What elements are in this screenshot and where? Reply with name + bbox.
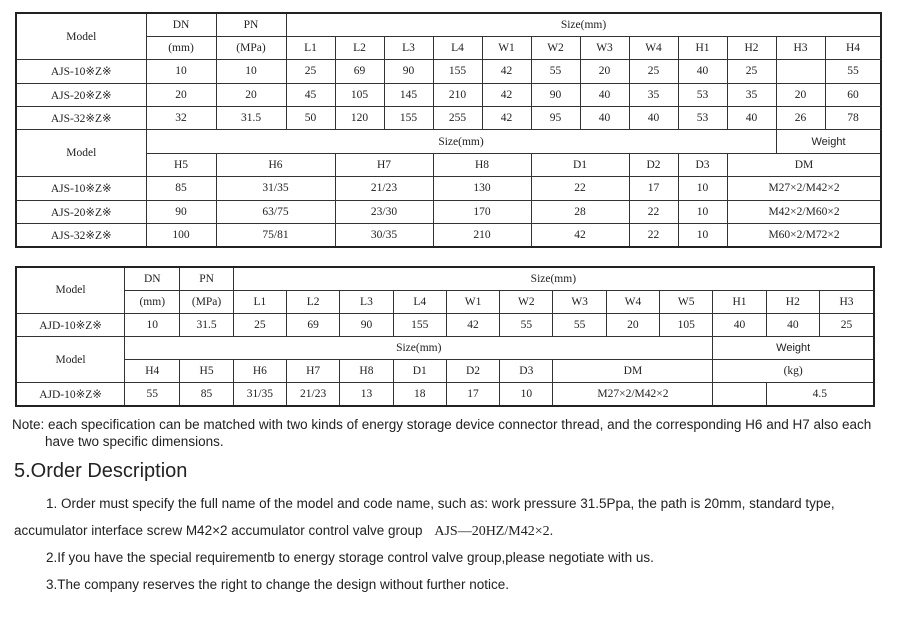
cell: 255 (433, 107, 482, 130)
col-d1: D1 (531, 153, 629, 176)
cell: 55 (531, 60, 580, 83)
col-d1: D1 (393, 360, 446, 383)
cell: 40 (678, 60, 727, 83)
cell: 42 (446, 313, 499, 336)
col-h6: H6 (216, 153, 335, 176)
cell: 60 (825, 83, 881, 106)
cell: 20 (580, 60, 629, 83)
col-h1: H1 (678, 36, 727, 59)
header-dn-unit: (mm) (125, 290, 180, 313)
cell: 100 (146, 224, 216, 247)
cell: 10 (678, 177, 727, 200)
header-pn-unit: (MPa) (216, 36, 286, 59)
cell: 105 (335, 83, 384, 106)
cell: 20 (216, 83, 286, 106)
header-model: Model (16, 337, 125, 383)
cell: 85 (146, 177, 216, 200)
table-row (16, 383, 874, 406)
col-w1: W1 (482, 36, 531, 59)
col-h5: H5 (180, 360, 233, 383)
section-title: 5.Order Description (14, 460, 188, 482)
footnote-line-2: have two specific dimensions. (45, 434, 224, 449)
cell-model: AJS-10※Z※ (16, 177, 146, 200)
cell: 69 (287, 313, 340, 336)
cell: 40 (629, 107, 678, 130)
cell: 78 (825, 107, 881, 130)
cell: 90 (340, 313, 393, 336)
cell: 42 (482, 83, 531, 106)
col-h3: H3 (819, 290, 874, 313)
cell: 22 (629, 200, 678, 223)
cell: 35 (727, 83, 776, 106)
col-h1: H1 (713, 290, 766, 313)
header-dn: DN (125, 267, 180, 290)
col-w4: W4 (606, 290, 659, 313)
cell: 40 (727, 107, 776, 130)
header-size: Size(mm) (233, 267, 874, 290)
cell: 63/75 (216, 200, 335, 223)
col-w5: W5 (660, 290, 713, 313)
cell: 22 (531, 177, 629, 200)
cell: 32 (146, 107, 216, 130)
cell-model: AJS-20※Z※ (16, 200, 146, 223)
col-w1: W1 (446, 290, 499, 313)
cell: 20 (776, 83, 825, 106)
header-pn-unit: (MPa) (180, 290, 233, 313)
col-dm: DM (727, 153, 881, 176)
cell: 90 (146, 200, 216, 223)
col-l2: L2 (287, 290, 340, 313)
cell (713, 383, 766, 406)
spec-table-ajs (15, 12, 882, 248)
col-dm: DM (553, 360, 713, 383)
cell: 53 (678, 107, 727, 130)
cell: 31.5 (180, 313, 233, 336)
cell: 10 (146, 60, 216, 83)
cell: 95 (531, 107, 580, 130)
header-model: Model (16, 267, 125, 313)
cell: 69 (335, 60, 384, 83)
table-row (16, 224, 881, 247)
header-model: Model (16, 13, 146, 60)
col-h5: H5 (146, 153, 216, 176)
cell-model: AJS-32※Z※ (16, 224, 146, 247)
col-h2: H2 (727, 36, 776, 59)
cell-model: AJS-32※Z※ (16, 107, 146, 130)
cell: 22 (629, 224, 678, 247)
spec-table-ajd (15, 266, 875, 407)
order-item-3: 3.The company reserves the right to change the design without further notice. (46, 577, 510, 592)
cell: 25 (233, 313, 286, 336)
cell: 42 (482, 107, 531, 130)
cell: 42 (531, 224, 629, 247)
cell: 25 (819, 313, 874, 336)
footnote-line-1: Note: each specification can be matched with two kinds of energy storage device connector thread, and the corresponding H6 and H7 also each (12, 417, 872, 432)
cell-model: AJS-10※Z※ (16, 60, 146, 83)
cell: 23/30 (335, 200, 433, 223)
cell-model: AJS-20※Z※ (16, 83, 146, 106)
cell: 31/35 (233, 383, 286, 406)
cell: 130 (433, 177, 531, 200)
col-d2: D2 (446, 360, 499, 383)
header-weight: Weight (713, 337, 874, 360)
cell: 90 (384, 60, 433, 83)
order-item-1-text: accumulator interface screw M42×2 accumulator control valve group (14, 523, 423, 538)
cell: 45 (286, 83, 335, 106)
cell: 20 (146, 83, 216, 106)
cell: 85 (180, 383, 233, 406)
cell-model: AJD-10※Z※ (16, 383, 125, 406)
col-h7: H7 (287, 360, 340, 383)
col-h8: H8 (340, 360, 393, 383)
col-h6: H6 (233, 360, 286, 383)
header-pn: PN (216, 13, 286, 36)
col-d2: D2 (629, 153, 678, 176)
cell: 18 (393, 383, 446, 406)
col-w4: W4 (629, 36, 678, 59)
order-code-example: AJS—20HZ/M42×2. (434, 524, 554, 539)
cell: M27×2/M42×2 (553, 383, 713, 406)
cell: 40 (766, 313, 819, 336)
col-l1: L1 (233, 290, 286, 313)
cell: 55 (125, 383, 180, 406)
cell: 20 (606, 313, 659, 336)
cell: 210 (433, 83, 482, 106)
cell: 55 (825, 60, 881, 83)
col-w3: W3 (553, 290, 606, 313)
cell: 90 (531, 83, 580, 106)
cell: 155 (433, 60, 482, 83)
col-l1: L1 (286, 36, 335, 59)
cell: 53 (678, 83, 727, 106)
header-dn-unit: (mm) (146, 36, 216, 59)
table-row (16, 313, 874, 336)
cell: 155 (384, 107, 433, 130)
cell: M42×2/M60×2 (727, 200, 881, 223)
cell: 120 (335, 107, 384, 130)
cell: 25 (286, 60, 335, 83)
cell (776, 60, 825, 83)
col-l4: L4 (393, 290, 446, 313)
table-row (16, 177, 881, 200)
cell: 28 (531, 200, 629, 223)
cell: 40 (713, 313, 766, 336)
cell: 55 (553, 313, 606, 336)
cell: 25 (629, 60, 678, 83)
col-h4: H4 (825, 36, 881, 59)
cell: 26 (776, 107, 825, 130)
cell: 35 (629, 83, 678, 106)
cell: 210 (433, 224, 531, 247)
cell: 42 (482, 60, 531, 83)
col-h4: H4 (125, 360, 180, 383)
header-weight-unit: (kg) (713, 360, 874, 383)
table-row (16, 200, 881, 223)
cell: 30/35 (335, 224, 433, 247)
header-pn: PN (180, 267, 233, 290)
header-weight: Weight (776, 130, 881, 153)
order-item-2: 2.If you have the special requirementb to energy storage control valve group,please negotiate with us. (46, 550, 654, 565)
header-size: Size(mm) (125, 337, 713, 360)
col-w3: W3 (580, 36, 629, 59)
col-h8: H8 (433, 153, 531, 176)
col-w2: W2 (500, 290, 553, 313)
cell: 55 (500, 313, 553, 336)
table-row (16, 60, 881, 83)
cell: 4.5 (766, 383, 874, 406)
order-item-1: 1. Order must specify the full name of the model and code name, such as: work pressure 31.5Ppa, the path is 20mm, standard type, (46, 496, 835, 511)
cell: 31.5 (216, 107, 286, 130)
table-row (16, 107, 881, 130)
cell: 50 (286, 107, 335, 130)
header-dn: DN (146, 13, 216, 36)
cell: 31/35 (216, 177, 335, 200)
order-item-1-cont (14, 523, 553, 540)
col-l3: L3 (384, 36, 433, 59)
col-l2: L2 (335, 36, 384, 59)
cell: 155 (393, 313, 446, 336)
cell: 10 (125, 313, 180, 336)
header-model: Model (16, 130, 146, 177)
col-l4: L4 (433, 36, 482, 59)
col-h2: H2 (766, 290, 819, 313)
footnote (12, 416, 892, 450)
col-h7: H7 (335, 153, 433, 176)
table-row (16, 83, 881, 106)
col-d3: D3 (678, 153, 727, 176)
cell: 170 (433, 200, 531, 223)
cell: 145 (384, 83, 433, 106)
cell: 40 (580, 107, 629, 130)
cell: 13 (340, 383, 393, 406)
cell: 21/23 (287, 383, 340, 406)
cell: M27×2/M42×2 (727, 177, 881, 200)
col-l3: L3 (340, 290, 393, 313)
cell: 21/23 (335, 177, 433, 200)
header-size: Size(mm) (286, 13, 881, 36)
cell: 17 (629, 177, 678, 200)
cell: 75/81 (216, 224, 335, 247)
cell: M60×2/M72×2 (727, 224, 881, 247)
cell: 10 (678, 200, 727, 223)
cell: 25 (727, 60, 776, 83)
cell: 105 (660, 313, 713, 336)
col-h3: H3 (776, 36, 825, 59)
cell: 10 (216, 60, 286, 83)
cell: 10 (678, 224, 727, 247)
col-w2: W2 (531, 36, 580, 59)
col-d3: D3 (500, 360, 553, 383)
cell: 10 (500, 383, 553, 406)
header-size: Size(mm) (146, 130, 776, 153)
cell: 17 (446, 383, 499, 406)
cell: 40 (580, 83, 629, 106)
cell-model: AJD-10※Z※ (16, 313, 125, 336)
